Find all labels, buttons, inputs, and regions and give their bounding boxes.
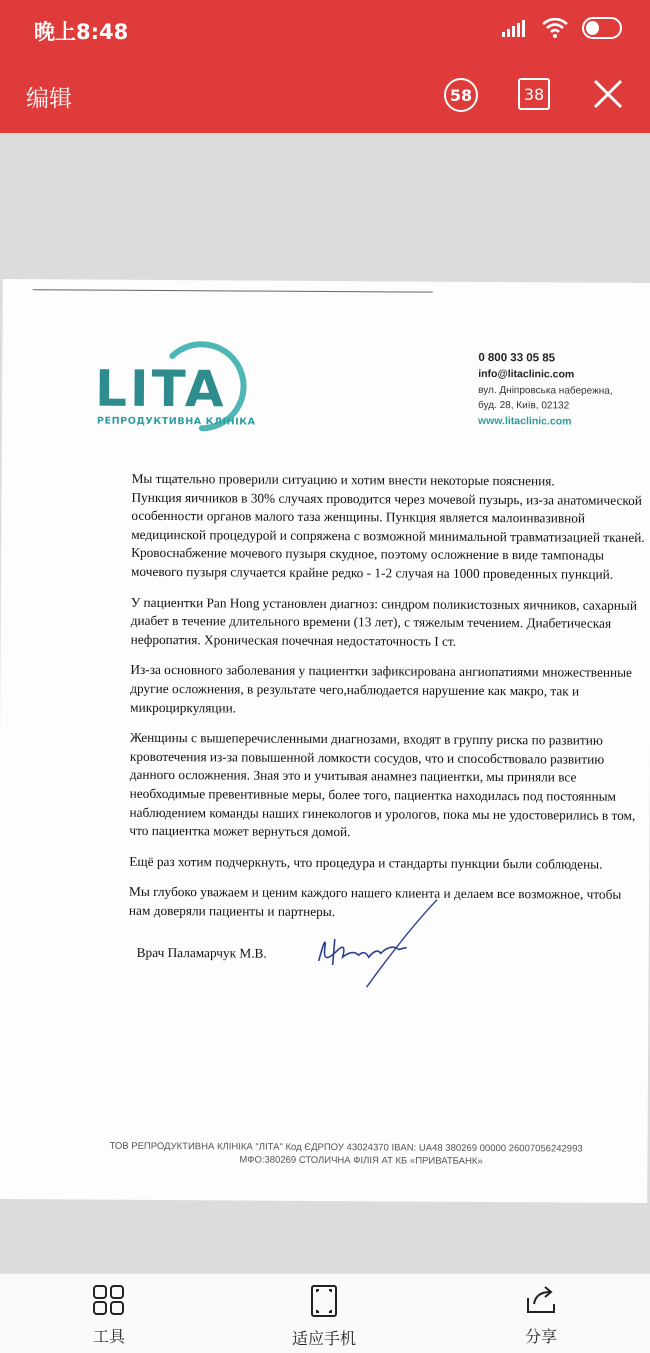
paragraph-standards: Ещё раз хотим подчеркнуть, что процедура и стандарты пункции были соблюдены. [129,853,603,872]
contact-phone: 0 800 33 05 85 [478,351,556,365]
edit-toolbar [0,58,650,133]
page-count-badge-button[interactable] [444,78,478,112]
battery-icon [582,17,624,39]
letter-body [129,470,648,936]
status-icons [502,17,624,39]
status-time: 晚上8:48 [34,20,129,44]
close-icon [592,78,624,110]
handwritten-signature [306,891,447,992]
fit-screen-icon [310,1284,338,1318]
signatory-name: Врач Паламарчук М.В. [136,944,267,961]
signal-icon [502,19,528,37]
app-header [0,0,650,133]
logo-wordmark: LITA [94,359,227,419]
page-number-button[interactable] [518,78,550,110]
tools-button[interactable] [54,1284,164,1347]
footer-line-1: ТОВ РЕПРОДУКТИВНА КЛІНІКА "ЛІТА" Код ЄДРПОУ 43024370 IBAN: UA48 380269 00000 26007056242993 [109,1140,583,1155]
share-label: 分享 [524,1327,557,1346]
footer-line-2: МФО:380269 СТОЛИЧНА ФІЛІЯ АТ КБ «ПРИВАТБАНК» [239,1154,483,1167]
page-scan-edge [33,289,433,292]
signature-block [136,945,616,1028]
paragraph-intro: Мы тщательно проверили ситуацию и хотим внести некоторые пояснения. [131,470,555,489]
wifi-icon [542,18,568,38]
logo-subtitle: РЕПРОДУКТИВНА КЛІНІКА [96,415,256,428]
status-bar [0,0,650,58]
fit-phone-button[interactable] [269,1284,379,1349]
tools-grid-icon [92,1284,126,1316]
fit-phone-label: 适应手机 [291,1329,356,1348]
share-button[interactable] [486,1284,596,1347]
bottom-toolbar [0,1273,650,1353]
document-viewer[interactable] [0,133,650,1273]
paragraph-complications: Из-за основного заболевания у пациентки зафиксирована ангиопатиями множественные другие осложнения, в результате чего,наблюдается нарушение как макро, так и микроциркуляции. [130,662,633,715]
page-number-label: 38 [523,84,545,104]
contact-address-line2: буд. 28, Київ, 02132 [478,399,570,412]
contact-email: info@litaclinic.com [478,367,575,381]
share-icon [524,1284,558,1316]
document-page [0,279,650,1203]
paragraph-diagnosis: У пациентки Pan Hong установлен диагноз: синдром поликистозных яичников, сахарный диабет в течение длительного времени (13 лет), с тяжелым течением. Диабетическая нефропатия. Хроническая почечная недостаточность I ст. [130,594,638,649]
document-footer [109,1140,649,1169]
contact-address-line1: вул. Дніпровська набережна, [478,384,613,397]
tools-label: 工具 [92,1327,125,1346]
page-count-badge: 58 [449,85,473,105]
close-button[interactable] [590,76,626,112]
paragraph-risk-group: Женщины с вышеперечисленными диагнозами, входят в группу риска по развитию кровотечения из-за повышенной ломкости сосудов, что и способствовало развитию данного осложнения. Зная это и учитывая анамнез пациентки, мы приняли все необходимые превентивные меры, более того, пациентка находилась под постоянным наблюдением команды наших гинекологов и урологов, пока мы не удостоверились в том, что пациентка может вернуться домой. [129,729,636,840]
paragraph-puncture: Пункция яичников в 30% случаях проводится через мочевой пузырь, из-за анатомической особенности органов малого таза женщины. Пункция является малоинвазивной медицинской процедурой и сопряжена с возможной минимальной травматизацией тканей. Кровоснабжение мочевого пузыря скудное, поэтому осложнение в виде тампонады мочевого пузыря случается крайне редко - 1-2 случая на 1000 проведенных пункций. [130,489,645,582]
clinic-contacts [478,352,613,428]
contact-website: www.litaclinic.com [477,414,572,428]
paragraph-respect: Мы глубоко уважаем и ценим каждого нашего клиента и делаем все возможное, чтобы нам доверяли пациенты и партнеры. [128,884,622,919]
toolbar-title: 编辑 [26,86,72,112]
